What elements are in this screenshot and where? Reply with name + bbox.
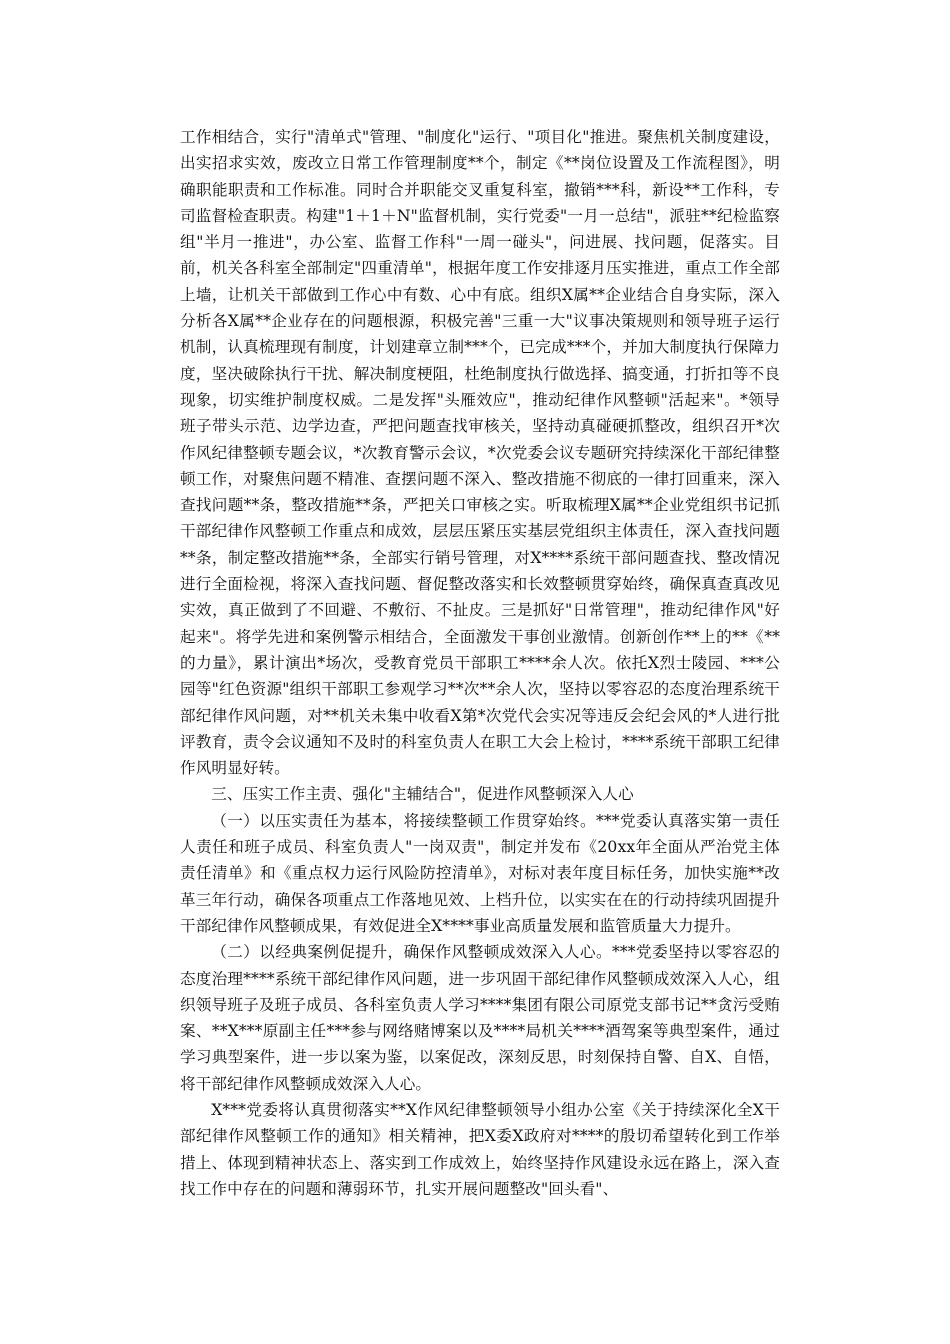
body-paragraph-2: （一）以压实责任为基本，将接续整顿工作贯穿始终。***党委认真落实第一责任人责任和班子成员、科室负责人"一岗双责"，制定并发布《20xx年全面从严治党主体责任清单》和《重点权力运行风险防控清单》，对标对表年度目标任务，加快实施**改革三年行动，确保各项重点工作落地见效、上档升位，以实实在在的行动持续巩固提升干部纪律作风整顿成果，有效促进全X****事业高质量发展和监管质量大力提升。 (180, 811, 780, 935)
body-paragraph-4: X***党委将认真贯彻落实**X作风纪律整顿领导小组办公室《关于持续深化全X干部纪律作风整顿工作的通知》相关精神，把X委X政府对****的殷切希望转化到工作举措上、体现到精神状态上、落实到工作成效上，始终坚持作风建设永远在路上，深入查找工作中存在的问题和薄弱环节，扎实开展问题整改"回头看"、 (180, 1100, 780, 1198)
section-heading-3: 三、压实工作主责、强化"主辅结合"，促进作风整顿深入人心 (211, 785, 634, 804)
document-page (180, 124, 780, 1202)
body-paragraph-3: （二）以经典案例促提升，确保作风整顿成效深入人心。***党委坚持以零容忍的态度治理****系统干部纪律作风问题，进一步巩固干部纪律作风整顿成效深入人心，组织领导班子及班子成员、各科室负责人学习****集团有限公司原党支部书记**贪污受贿案、**X***原副主任***参与网络赌博案以及****局机关****酒驾案等典型案件，通过学习典型案件，进一步以案为鉴，以案促改，深刻反思，时刻保持自警、自X、自悟，将干部纪律作风整顿成效深入人心。 (180, 943, 780, 1093)
body-paragraph-1: 工作相结合，实行"清单式"管理、"制度化"运行、"项目化"推进。聚焦机关制度建设，出实招求实效，废改立日常工作管理制度**个，制定《**岗位设置及工作流程图》，明确职能职责和工作标准。同时合并职能交叉重复科室，撤销***科，新设**工作科，专司监督检查职责。构建"1＋1＋N"监督机制，实行党委"一月一总结"，派驻**纪检监察组"半月一推进"，办公室、监督工作科"一周一碰头"，问进展、找问题，促落实。目前，机关各科室全部制定"四重清单"，根据年度工作安排逐月压实推进，重点工作全部上墙，让机关干部做到工作心中有数、心中有底。组织X属**企业结合自身实际，深入分析各X属**企业存在的问题根源，积极完善"三重一大"议事决策规则和领导班子运行机制，认真梳理现有制度，计划建章立制***个，已完成***个，并加大制度执行保障力度，坚决破除执行干扰、解决制度梗阻，杜绝制度执行做选择、搞变通，打折扣等不良现象，切实维护制度权威。二是发挥"头雁效应"，推动纪律作风整顿"活起来"。*领导班子带头示范、边学边查，严把问题查找审核关，坚持动真碰硬抓整改，组织召开*次作风纪律整顿专题会议，*次教育警示会议，*次党委会议专题研究持续深化干部纪律整顿工作，对聚焦问题不精准、查摆问题不深入、整改措施不彻底的一律打回重来，深入查找问题**条，整改措施**条，严把关口审核之实。听取梳理X属**企业党组织书记抓干部纪律作风整顿工作重点和成效，层层压紧压实基层党组织主体责任，深入查找问题**条，制定整改措施**条，全部实行销号管理，对X****系统干部问题查找、整改情况进行全面检视，将深入查找问题、督促整改落实和长效整顿贯穿始终，确保真查真改见实效，真正做到了不回避、不敷衍、不扯皮。三是抓好"日常管理"，推动纪律作风"好起来"。将学先进和案例警示相结合，全面激发干事创业激情。创新创作**上的**《**的力量》，累计演出*场次，受教育党员干部职工****余人次。依托X烈士陵园、***公园等"红色资源"组织干部职工参观学习**次**余人次，坚持以零容忍的态度治理系统干部纪律作风问题，对**机关未集中收看X第*次党代会实况等违反会纪会风的*人进行批评教育，责令会议通知不及时的科室负责人在职工大会上检讨，****系统干部职工纪律作风明显好转。 (180, 128, 780, 778)
